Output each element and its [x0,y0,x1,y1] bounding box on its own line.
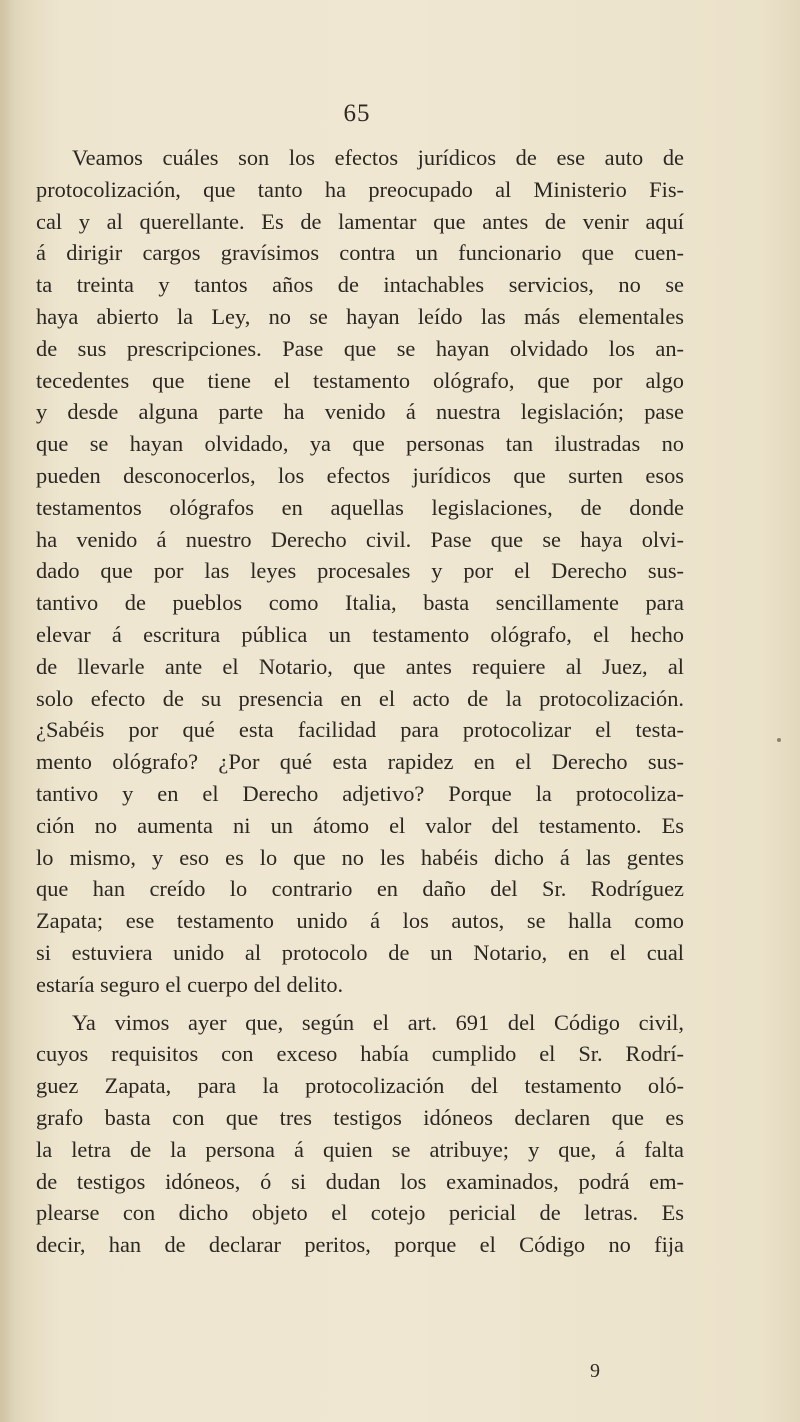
text-line: Ya vimos ayer que, según el art. 691 del Código civil, [72,1009,684,1035]
text-line: de llevarle ante el Notario, que antes requiere al Juez, al [36,653,684,679]
page-gutter-shadow [0,0,14,1422]
text-line: tecedentes que tiene el testamento ológrafo, que por algo [36,367,684,393]
text-line: ta treinta y tantos años de intachables servicios, no se [36,272,684,298]
text-line: solo efecto de su presencia en el acto de la protocolización. [36,685,684,711]
text-line: Veamos cuáles son los efectos jurídicos de ese auto de [72,145,684,170]
paragraph-1 [36,142,684,1001]
text-line: que se hayan olvidado, ya que personas tan ilustradas no [36,431,684,457]
text-line: pueden desconocerlos, los efectos jurídicos que surten esos [36,462,684,488]
text-line: cal y al querellante. Es de lamentar que antes de venir aquí [36,208,684,234]
text-line: ¿Sabéis por qué esta facilidad para protocolizar el testa- [36,717,684,743]
text-line: si estuviera unido al protocolo de un Notario, en el cual [36,939,684,965]
text-line: grafo basta con que tres testigos idóneos declaren que es [36,1104,684,1130]
text-line: estaría seguro el cuerpo del delito. [36,971,344,997]
text-line: guez Zapata, para la protocolización del testamento oló- [36,1073,684,1099]
text-line: elevar á escritura pública un testamento ológrafo, el hecho [36,621,684,647]
text-line: Zapata; ese testamento unido á los autos, se halla como [36,908,684,934]
text-line: tantivo de pueblos como Italia, basta sencillamente para [36,590,684,616]
text-line: mento ológrafo? ¿Por qué esta rapidez en el Derecho sus- [36,749,684,775]
text-line: de sus prescripciones. Pase que se hayan olvidado los an- [36,335,684,361]
text-line: y desde alguna parte ha venido á nuestra legislación; pase [36,399,684,425]
text-line: que han creído lo contrario en daño del Sr. Rodríguez [36,876,684,902]
text-line: lo mismo, y eso es lo que no les habéis dicho á las gentes [36,844,684,870]
text-line: de testigos idóneos, ó si dudan los examinados, podrá em- [36,1168,684,1194]
text-line: testamentos ológrafos en aquellas legislaciones, de donde [36,494,684,520]
paragraph-2 [36,1007,684,1261]
text-line: decir, han de declarar peritos, porque el Código no fija [36,1232,684,1258]
text-line: haya abierto la Ley, no se hayan leído las más elementales [36,303,684,329]
paper-speck [777,738,781,742]
text-line: dado que por las leyes procesales y por el Derecho sus- [36,558,684,584]
text-line: ción no aumenta ni un átomo el valor del testamento. Es [36,812,684,838]
text-line: ha venido á nuestro Derecho civil. Pase que se haya olvi- [36,526,684,552]
text-line: tantivo y en el Derecho adjetivo? Porque la protocoliza- [36,780,684,806]
text-line: protocolización, que tanto ha preocupado al Ministerio Fis- [36,176,684,202]
text-line: cuyos requisitos con exceso había cumplido el Sr. Rodrí- [36,1041,684,1067]
printer-signature-mark: 9 [590,1360,600,1382]
body-text [36,142,684,1261]
text-line: plearse con dicho objeto el cotejo pericial de letras. Es [36,1200,684,1226]
page-number: 65 [343,100,371,127]
text-line: la letra de la persona á quien se atribuye; y que, á falta [36,1136,684,1162]
text-line: á dirigir cargos gravísimos contra un funcionario que cuen- [36,240,684,266]
